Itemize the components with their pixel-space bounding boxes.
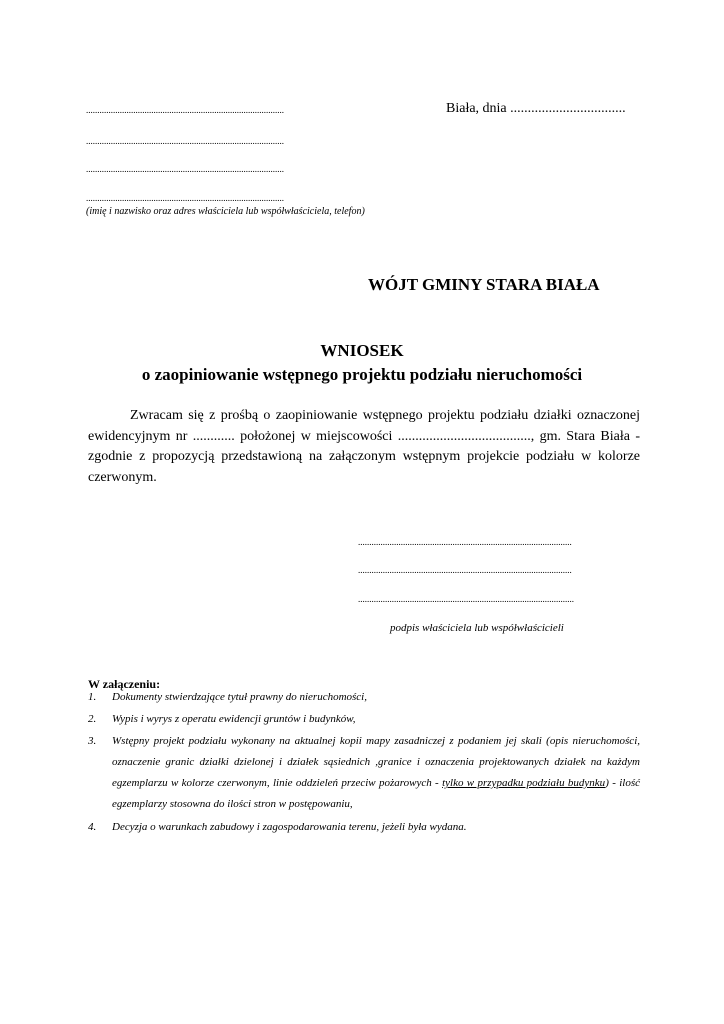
applicant-line-2[interactable]: ........................................................................................ bbox=[86, 136, 284, 146]
document-subtitle: o zaopiniowanie wstępnego projektu podziału nieruchomości bbox=[141, 365, 583, 384]
attachment-number: 1. bbox=[88, 691, 97, 703]
attachment-item: Decyzja o warunkach zabudowy i zagospodarowania terenu, jeżeli była wydana. bbox=[112, 821, 467, 833]
signature-caption: podpis właściciela lub współwłaścicieli bbox=[390, 622, 564, 634]
signature-line-3[interactable]: ................................................................................................ bbox=[358, 594, 574, 604]
addressee: WÓJT GMINY STARA BIAŁA bbox=[368, 275, 600, 294]
signature-line-1[interactable]: ............................................................................................... bbox=[358, 537, 572, 547]
applicant-line-4[interactable]: ........................................................................................ bbox=[86, 193, 284, 203]
attachment-text-part: Wstępny projekt podziału wykonany na aktualnej kopii mapy zasadniczej z podaniem jej skali (opis nieruchomości, oznaczenie granic działki dzielonej i działek sąsiednich ,granice i oznaczenia projektowanych działek na każdym egzemplarzu w kolorze czerwonym, linie oddzieleń przeciw pożarowych - bbox=[112, 735, 640, 789]
attachment-text-part: ) - ilość egzemplarzy stosowna do ilości stron w postępowaniu, bbox=[112, 777, 640, 810]
request-body: Zwracam się z prośbą o zaopiniowanie wstępnego projektu podziału działki oznaczonej ewidencyjnym nr ............ położonej w miejscowości ......................................, gm. Stara Biała - zgodnie z propozycją przedstawioną na załączonym wstępnym projekcie podziału w kolorze czerwonym. bbox=[88, 408, 640, 485]
attachment-item: Wypis i wyrys z operatu ewidencji gruntów i budynków, bbox=[112, 713, 356, 725]
attachment-underlined-note: tylko w przypadku podziału budynku bbox=[442, 777, 606, 789]
applicant-hint: (imię i nazwisko oraz adres właściciela lub współwłaściciela, telefon) bbox=[86, 206, 365, 217]
signature-line-2[interactable]: ............................................................................................... bbox=[358, 565, 572, 575]
applicant-line-3[interactable]: ........................................................................................ bbox=[86, 164, 284, 174]
attachment-number: 4. bbox=[88, 821, 97, 833]
attachments-heading: W załączeniu: bbox=[88, 677, 161, 691]
attachment-number: 2. bbox=[88, 713, 97, 725]
attachment-item: Dokumenty stwierdzające tytuł prawny do nieruchomości, bbox=[112, 691, 367, 703]
document-title: WNIOSEK bbox=[320, 341, 404, 360]
place-date[interactable]: Biała, dnia ................................. bbox=[446, 101, 626, 116]
attachment-item bbox=[112, 731, 640, 815]
applicant-line-1[interactable]: ........................................................................................ bbox=[86, 105, 284, 115]
attachment-number: 3. bbox=[88, 735, 97, 747]
